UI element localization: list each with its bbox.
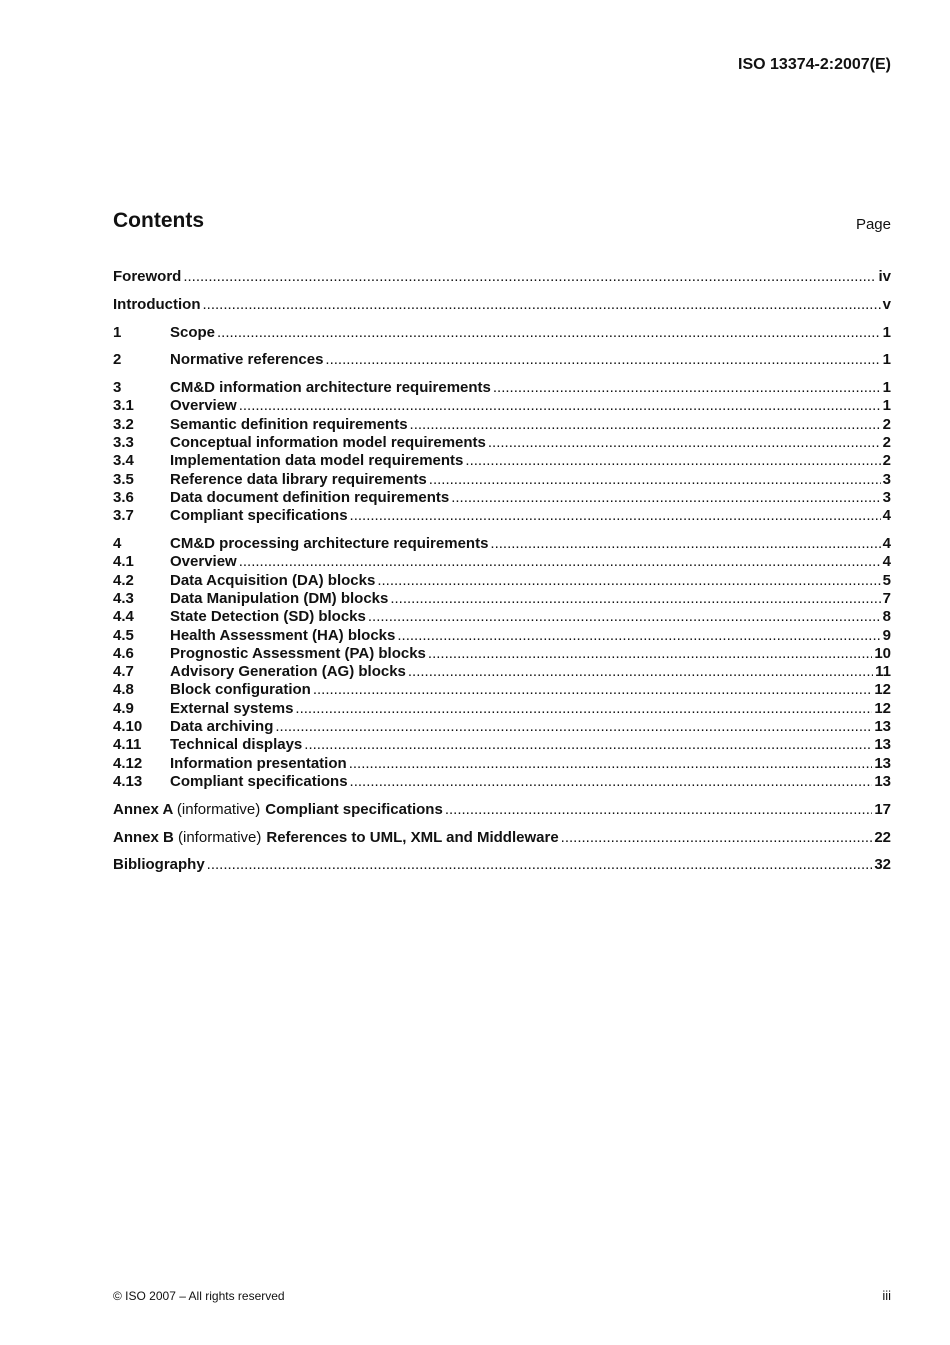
toc-dot-leader — [408, 663, 873, 681]
toc-entry[interactable] — [113, 489, 891, 507]
toc-entry-page: 4 — [882, 535, 891, 553]
toc-entry-page: 13 — [874, 736, 891, 754]
toc-entry-page: 1 — [882, 397, 891, 415]
toc-entry-page: 10 — [874, 644, 891, 662]
toc-entry-page: 13 — [874, 718, 891, 736]
toc-entry-title: Overview — [170, 397, 237, 415]
toc-dot-leader — [493, 379, 881, 397]
toc-entry[interactable] — [113, 681, 891, 699]
toc-entry-number: 4.3 — [113, 589, 134, 607]
toc-entry-number: 4.6 — [113, 644, 134, 662]
toc-entry-title: Data Manipulation (DM) blocks — [170, 589, 389, 607]
toc-entry[interactable] — [113, 296, 891, 314]
toc-entry-title: Data Acquisition (DA) blocks — [170, 571, 376, 589]
bibliography-label: Bibliography — [113, 856, 205, 874]
table-of-contents — [113, 268, 891, 875]
toc-entry-number: 4.8 — [113, 681, 134, 699]
toc-entry-number: 4.2 — [113, 571, 134, 589]
annex-type: (informative) — [178, 828, 262, 846]
toc-dot-leader — [490, 535, 880, 553]
toc-entry-page: 12 — [874, 699, 891, 717]
toc-entry-page: 3 — [882, 470, 891, 488]
toc-entry-title: Semantic definition requirements — [170, 415, 408, 433]
page-title: Contents — [113, 209, 204, 232]
toc-entry[interactable] — [113, 856, 891, 874]
toc-entry[interactable] — [113, 268, 891, 286]
toc-entry[interactable] — [113, 627, 891, 645]
document-id: ISO 13374-2:2007(E) — [738, 56, 891, 73]
toc-entry[interactable] — [113, 434, 891, 452]
toc-entry-number: 2 — [113, 351, 122, 369]
toc-dot-leader — [304, 736, 872, 754]
toc-dot-leader — [428, 645, 872, 663]
toc-dot-leader — [295, 700, 872, 718]
toc-entry[interactable] — [113, 351, 891, 369]
toc-dot-leader — [368, 608, 881, 626]
toc-dot-leader — [451, 489, 880, 507]
toc-entry-title: State Detection (SD) blocks — [170, 608, 366, 626]
toc-entry-page: 8 — [882, 608, 891, 626]
toc-entry[interactable] — [113, 397, 891, 415]
toc-entry[interactable] — [113, 379, 891, 397]
toc-entry-page: 5 — [882, 571, 891, 589]
toc-entry-page: 7 — [882, 589, 891, 607]
toc-entry-title: Information presentation — [170, 754, 347, 772]
toc-entry[interactable] — [113, 801, 891, 819]
toc-entry-number: 3.1 — [113, 397, 134, 415]
toc-entry-title: Overview — [170, 553, 237, 571]
toc-entry-number: 4.10 — [113, 718, 143, 736]
toc-dot-leader — [217, 324, 881, 342]
toc-entry[interactable] — [113, 700, 891, 718]
toc-dot-leader — [202, 296, 880, 314]
toc-dot-leader — [445, 801, 873, 819]
toc-entry-title: Block configuration — [170, 681, 311, 699]
toc-entry-title: Conceptual information model requirements — [170, 434, 486, 452]
toc-entry[interactable] — [113, 590, 891, 608]
toc-entry-number: 4.4 — [113, 608, 134, 626]
toc-entry-title: Technical displays — [170, 736, 303, 754]
toc-dot-leader — [313, 681, 872, 699]
toc-entry-title: Scope — [170, 323, 216, 341]
toc-entry-title: Implementation data model requirements — [170, 452, 464, 470]
toc-entry-page: 2 — [882, 415, 891, 433]
toc-entry-title: Compliant specifications — [170, 772, 348, 790]
toc-dot-leader — [350, 507, 881, 525]
toc-entry-number: 4.5 — [113, 626, 134, 644]
toc-entry[interactable] — [113, 535, 891, 553]
toc-entry-page: 2 — [882, 452, 891, 470]
toc-entry-title: Foreword — [113, 268, 182, 285]
toc-entry-number: 4.12 — [113, 754, 143, 772]
toc-entry-page: 1 — [882, 379, 891, 397]
toc-entry-number: 4.13 — [113, 772, 143, 790]
toc-dot-leader — [349, 755, 873, 773]
toc-entry-title: External systems — [170, 699, 294, 717]
toc-entry-number: 3.3 — [113, 434, 134, 452]
annex-title: References to UML, XML and Middleware — [266, 828, 559, 846]
toc-entry-page: 17 — [874, 800, 891, 818]
toc-entry-page: 4 — [882, 507, 891, 525]
toc-entry-page: 4 — [882, 553, 891, 571]
toc-entry[interactable] — [113, 471, 891, 489]
toc-entry-number: 3.7 — [113, 507, 134, 525]
toc-entry[interactable] — [113, 553, 891, 571]
page-column-label: Page — [855, 216, 891, 233]
toc-entry-number: 3.2 — [113, 415, 134, 433]
annex-label — [113, 801, 443, 819]
toc-dot-leader — [488, 434, 881, 452]
toc-entry[interactable] — [113, 452, 891, 470]
toc-dot-leader — [390, 590, 880, 608]
toc-entry-title: Reference data library requirements — [170, 470, 427, 488]
toc-entry-page: 13 — [874, 772, 891, 790]
toc-entry-title: Prognostic Assessment (PA) blocks — [170, 644, 426, 662]
toc-dot-leader — [429, 471, 881, 489]
toc-entry[interactable] — [113, 645, 891, 663]
toc-entry-page: 12 — [874, 681, 891, 699]
toc-dot-leader — [207, 856, 873, 874]
toc-dot-leader — [397, 627, 880, 645]
toc-entry-page: 2 — [882, 434, 891, 452]
annex-type: (informative) — [176, 800, 261, 818]
toc-entry-number: 4.11 — [113, 736, 142, 754]
toc-entry-number: 3.4 — [113, 452, 134, 470]
toc-entry-title: CM&D information architecture requirements — [170, 379, 491, 397]
toc-dot-leader — [410, 416, 881, 434]
toc-entry[interactable] — [113, 608, 891, 626]
toc-entry-number: 4.1 — [113, 553, 134, 571]
annex-prefix: Annex A — [113, 800, 173, 818]
toc-entry[interactable] — [113, 324, 891, 342]
toc-dot-leader — [377, 572, 880, 590]
toc-entry-page: 22 — [874, 828, 891, 846]
toc-entry-number: 3.5 — [113, 470, 134, 488]
toc-entry-page: 13 — [874, 754, 891, 772]
toc-entry-page: 1 — [882, 351, 891, 369]
toc-dot-leader — [325, 351, 880, 369]
toc-entry-title: Normative references — [170, 351, 324, 369]
toc-entry-title: Data document definition requirements — [170, 488, 450, 506]
toc-dot-leader — [350, 773, 873, 791]
toc-entry[interactable] — [113, 829, 891, 847]
annex-prefix: Annex B — [113, 828, 174, 846]
toc-dot-leader — [239, 553, 881, 571]
toc-entry-number: 3 — [113, 379, 122, 397]
toc-entry-number: 1 — [113, 323, 122, 341]
toc-entry-number: 4.7 — [113, 663, 134, 681]
toc-entry[interactable] — [113, 736, 891, 754]
toc-dot-leader — [183, 268, 876, 286]
toc-entry-title: Health Assessment (HA) blocks — [170, 626, 396, 644]
toc-entry-page: 3 — [882, 488, 891, 506]
toc-entry-page: 11 — [875, 663, 891, 681]
annex-label — [113, 829, 559, 847]
toc-entry-page: v — [882, 295, 891, 313]
toc-entry[interactable] — [113, 755, 891, 773]
copyright-notice: © ISO 2007 – All rights reserved — [113, 1289, 285, 1303]
toc-entry[interactable] — [113, 507, 891, 525]
toc-entry[interactable] — [113, 416, 891, 434]
toc-entry-page: 32 — [874, 856, 891, 874]
annex-title: Compliant specifications — [265, 800, 443, 818]
toc-entry[interactable] — [113, 572, 891, 590]
toc-entry-number: 4.9 — [113, 699, 134, 717]
toc-entry[interactable] — [113, 773, 891, 791]
toc-entry-title: Compliant specifications — [170, 507, 348, 525]
toc-entry-page: 9 — [882, 626, 891, 644]
toc-dot-leader — [275, 718, 872, 736]
toc-dot-leader — [561, 829, 873, 847]
toc-dot-leader — [465, 452, 880, 470]
toc-entry-page: iv — [878, 268, 891, 285]
toc-entry-number: 3.6 — [113, 488, 134, 506]
toc-entry[interactable] — [113, 663, 891, 681]
toc-entry-title: Introduction — [113, 295, 201, 313]
toc-entry-title: CM&D processing architecture requirements — [170, 535, 489, 553]
toc-entry-title: Advisory Generation (AG) blocks — [170, 663, 406, 681]
toc-dot-leader — [239, 397, 881, 415]
toc-entry-title: Data archiving — [170, 718, 274, 736]
toc-entry-number: 4 — [113, 535, 122, 553]
page-number: iii — [882, 1288, 891, 1303]
toc-entry-page: 1 — [882, 323, 891, 341]
toc-entry[interactable] — [113, 718, 891, 736]
